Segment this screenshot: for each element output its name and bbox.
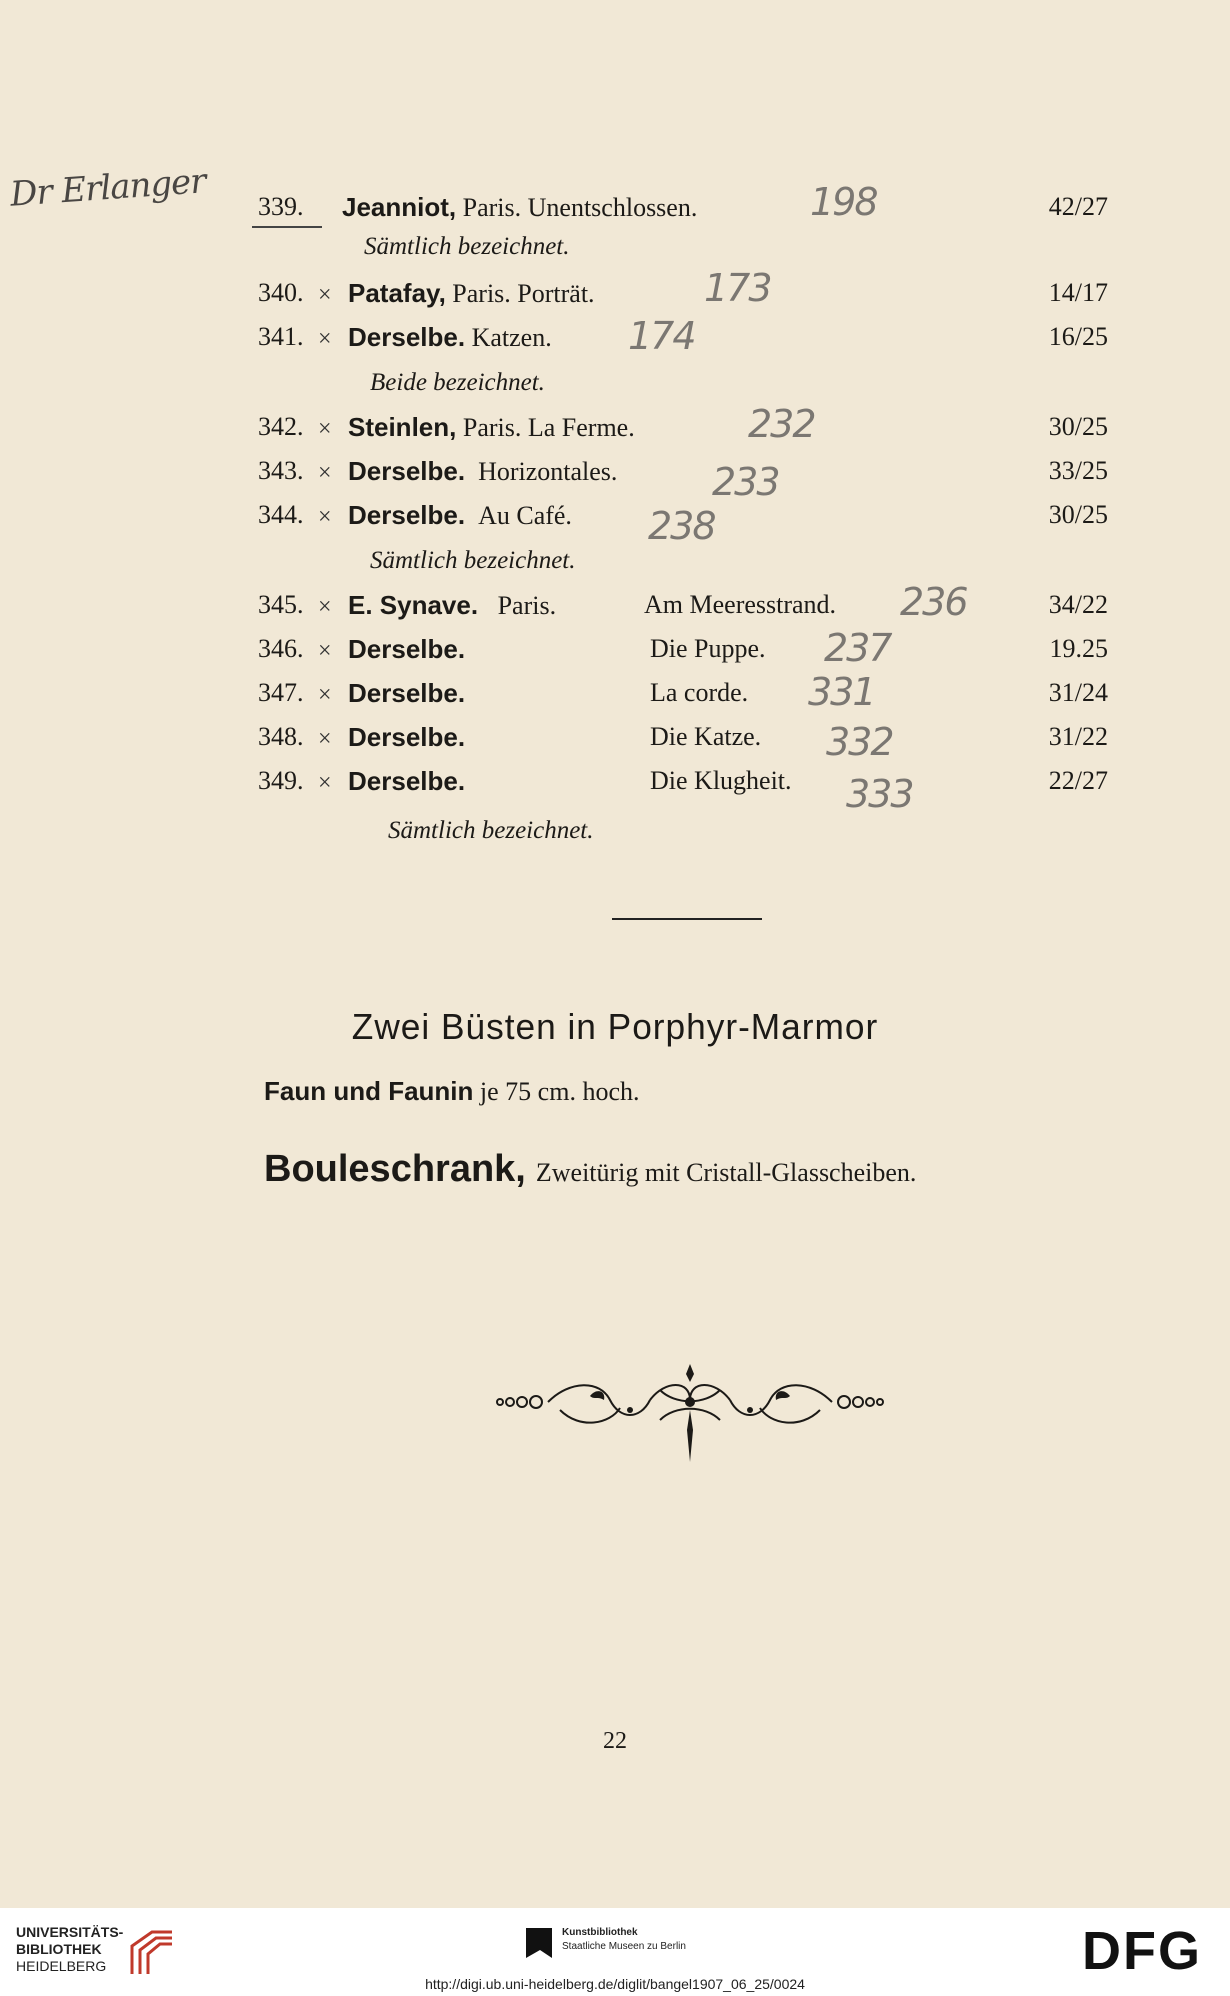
lot-artist: Derselbe. [348,678,466,708]
lot-row-339 [258,186,1108,228]
pencil-note-348: 332 [826,720,893,764]
pencil-note-339: 198 [810,180,877,224]
lot-number: 348. [258,722,304,751]
lot-price: 16/25 [1048,322,1108,351]
boule-label: Bouleschrank, [264,1148,526,1190]
boule-line [264,1148,916,1191]
lot-price: 42/27 [1048,192,1108,221]
cross-mark: × [318,682,332,708]
lot-title: La corde. [650,678,749,707]
lot-price: 31/24 [1048,678,1108,707]
lot-artist: Steinlen, [348,412,457,442]
boule-text: Zweitürig mit Cristall-Glasscheiben. [535,1158,917,1187]
handwritten-buyer-name: Dr Erlanger [8,161,207,215]
lot-row-349 [258,760,1108,802]
lot-row-345 [258,584,1108,626]
lot-title: Die Katze. [650,722,762,751]
lot-number: 339. [258,192,304,221]
faun-label: Faun und Faunin [264,1076,474,1106]
source-url[interactable]: http://digi.ub.uni-heidelberg.de/diglit/bangel1907_06_25/0024 [425,1976,805,1992]
lot-artist: Jeanniot, [342,192,457,222]
ornament-vignette-icon [490,1360,890,1470]
lot-description: Au Café. [478,501,572,530]
note-saemtlich-2: Sämtlich bezeichnet. [370,547,576,574]
cross-mark: × [318,504,332,530]
lot-row-348 [258,716,1108,758]
lot-artist: Derselbe. [348,766,466,796]
lot-row-342 [258,406,1108,448]
faun-line [264,1074,640,1109]
cross-mark: × [318,282,332,308]
lot-artist: Derselbe. [348,634,466,664]
note-saemtlich-3: Sämtlich bezeichnet. [388,817,594,844]
cross-mark: × [318,460,332,486]
kunstbibliothek-emblem-icon [524,1926,554,1960]
lot-row-343 [258,450,1108,492]
lot-price: 33/25 [1048,456,1108,485]
cross-mark: × [318,726,332,752]
lot-number: 345. [258,590,304,619]
page-number: 22 [603,1728,627,1754]
kb-line-1: Kunstbibliothek [562,1927,638,1938]
pencil-note-342: 232 [748,402,815,446]
cross-mark: × [318,638,332,664]
pencil-note-343: 233 [712,460,779,504]
lot-artist: Derselbe. [348,722,466,752]
lot-price: 22/27 [1048,766,1108,795]
kb-line-2: Staatliche Museen zu Berlin [562,1941,686,1952]
lot-title: Am Meeresstrand. [644,590,837,619]
lot-title: Die Klugheit. [650,766,792,795]
cross-mark: × [318,770,332,796]
lot-price: 14/17 [1048,278,1108,307]
lot-number: 343. [258,456,304,485]
faun-text: je 75 cm. hoch. [479,1077,640,1106]
pencil-note-345: 236 [900,580,967,624]
note-saemtlich-1: Sämtlich bezeichnet. [364,233,570,260]
lot-artist: Derselbe. [348,500,466,530]
lot-description: Paris. [497,591,557,620]
lot-description: Katzen. [471,323,552,352]
lot-title: Die Puppe. [650,634,766,663]
pencil-note-341: 174 [628,314,695,358]
pencil-note-346: 237 [824,626,891,670]
lot-artist: Derselbe. [348,456,466,486]
pencil-note-340: 173 [704,266,771,310]
lot-row-340 [258,272,1108,314]
lot-number: 347. [258,678,304,707]
ub-line-3: HEIDELBERG [16,1958,107,1974]
lot-description: Paris. La Ferme. [462,413,635,442]
lot-price: 30/25 [1048,500,1108,529]
lot-number: 340. [258,278,304,307]
ub-heidelberg-logo[interactable] [16,1924,176,1984]
note-beide: Beide bezeichnet. [370,369,545,396]
digitization-footer [0,1908,1230,1996]
lot-number: 341. [258,322,304,351]
cross-mark: × [318,594,332,620]
lot-description: Horizontales. [478,457,618,486]
lot-artist: E. Synave. [348,590,479,620]
section-heading: Zwei Büsten in Porphyr-Marmor [351,1006,879,1047]
ub-emblem-icon [128,1926,180,1978]
ub-line-2: BIBLIOTHEK [16,1941,102,1957]
lot-row-346 [258,628,1108,670]
lot-row-347 [258,672,1108,714]
cross-mark: × [318,326,332,352]
lot-description: Paris. Unentschlossen. [462,193,698,222]
lot-number: 346. [258,634,304,663]
lot-price: 30/25 [1048,412,1108,441]
lot-description: Paris. Porträt. [452,279,595,308]
section-divider [612,918,762,920]
lot-number: 344. [258,500,304,529]
lot-artist: Derselbe. [348,322,466,352]
pencil-note-349: 333 [846,772,913,816]
pencil-note-344: 238 [648,504,715,548]
lot-number: 342. [258,412,304,441]
lot-price: 31/22 [1048,722,1108,751]
lot-price: 34/22 [1048,590,1108,619]
dfg-logo[interactable]: DFG [1082,1921,1202,1981]
cross-mark: × [318,416,332,442]
lot-price: 19.25 [1049,634,1108,663]
pencil-note-347: 331 [808,670,875,714]
lot-number: 349. [258,766,304,795]
ub-line-1: UNIVERSITÄTS- [16,1924,124,1940]
lot-artist: Patafay, [348,278,446,308]
